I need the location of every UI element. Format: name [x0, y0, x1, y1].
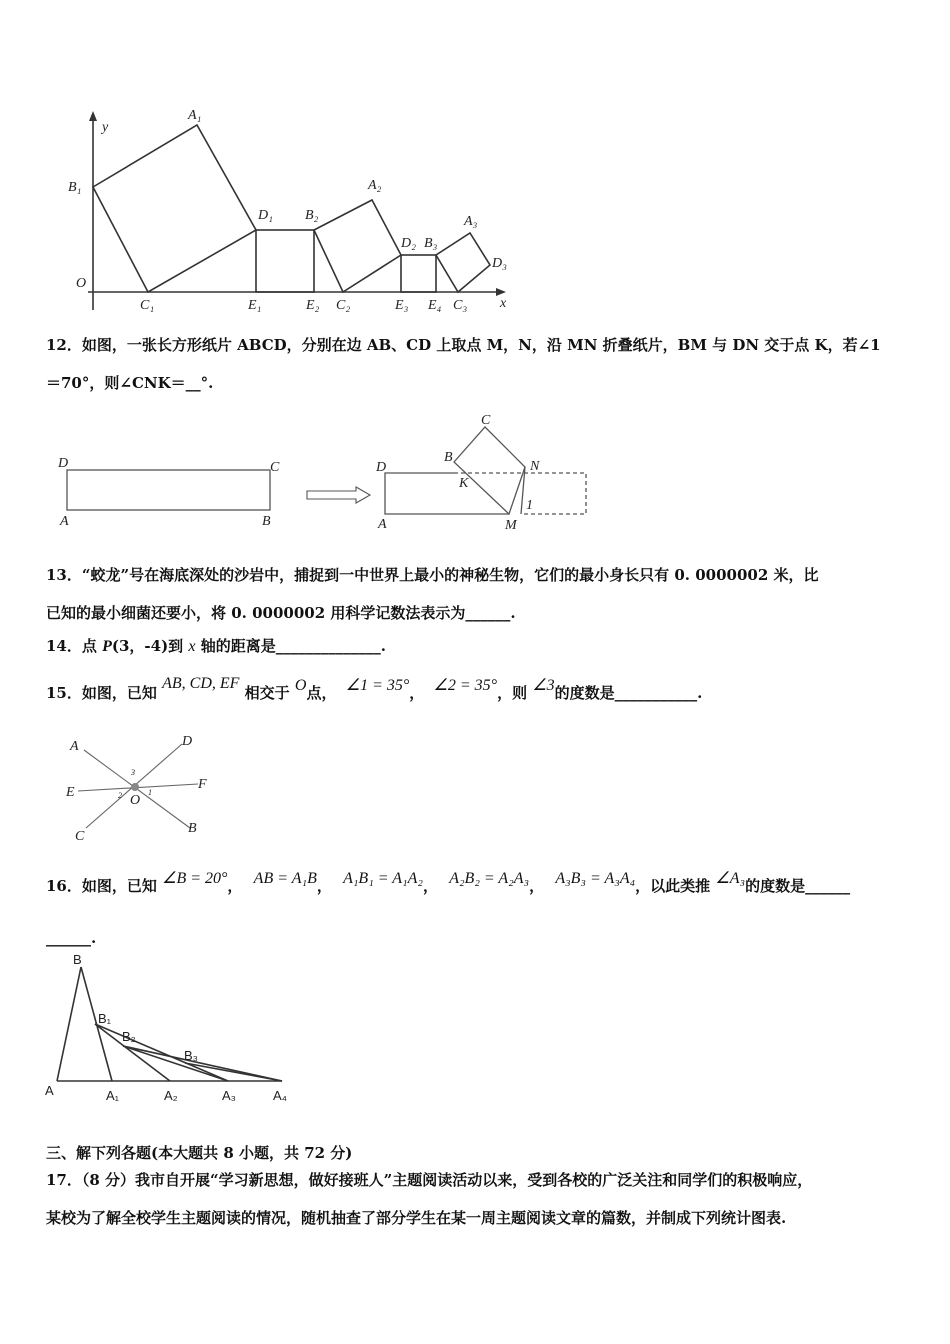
q15-angle3: ∠3 — [532, 677, 555, 694]
q15-point: O — [294, 677, 307, 694]
fig12-left-d: D — [58, 456, 69, 471]
fig12-right-folded — [372, 410, 597, 535]
q15-mid: 相交于 — [244, 684, 290, 702]
label-d1: D₁ — [258, 208, 273, 223]
fig12-right-c: C — [481, 413, 491, 428]
question-12-line-2: ＝70°，则∠CNK＝__°. — [46, 374, 214, 392]
label-c3: C₃ — [453, 298, 468, 313]
q16-eq2: A₁B₁ = A₁A₂ — [343, 870, 423, 887]
origin-label: O — [76, 276, 87, 291]
question-17-line-1: 17．（8 分）我市自开展“学习新思想，做好接班人”主题阅读活动以来，受到各校的广泛关注和同学们的积极响应， — [46, 1171, 813, 1189]
label-d3: D₃ — [492, 256, 507, 271]
rect-d1e1 — [256, 230, 314, 292]
fig12-right-one: 1 — [526, 498, 533, 513]
fig16-b3: B₃ — [184, 1048, 198, 1063]
question-13-line-1: 13．“蛟龙”号在海底深处的沙岩中，捕捉到一中世界上最小的神秘生物，它们的最小身长只有 0. 0000002 米，比 — [46, 566, 819, 584]
q16-angle-b: ∠B = 20° — [162, 870, 228, 887]
fig16-triangles — [42, 950, 302, 1110]
question-16-line-1 — [46, 870, 906, 897]
label-b1: B₁ — [68, 180, 82, 195]
fig16-b: B — [73, 952, 82, 967]
fig12-right-d: D — [376, 460, 387, 475]
q15-prefix: 15．如图，已知 — [46, 684, 157, 702]
question-13-line-2: 已知的最小细菌还要小，将 0. 0000002 用科学记数法表示为______. — [46, 604, 516, 622]
label-e3: E₃ — [395, 298, 409, 313]
fig16-a3: A₃ — [222, 1088, 236, 1103]
fig16-a2: A₂ — [164, 1088, 178, 1103]
q14-suffix: 轴的距离是______________. — [195, 637, 386, 655]
q15-suffix: 的度数是___________. — [554, 684, 703, 702]
label-b3: B₃ — [424, 236, 438, 251]
label-a2: A₂ — [368, 178, 382, 193]
fig12-left-c: C — [270, 460, 280, 475]
q15-angle2: ∠2 = 35° — [433, 677, 498, 694]
q15-angle1: ∠1 = 35° — [345, 677, 410, 694]
square-2 — [314, 200, 401, 292]
fig16-b2: B₂ — [122, 1029, 136, 1044]
fig15-e: E — [66, 785, 75, 800]
label-a1: A₁ — [188, 108, 202, 123]
fig15-n2: 2 — [118, 791, 122, 800]
fig15-n1: 1 — [148, 788, 152, 797]
question-16-line-2: ______. — [46, 929, 97, 947]
x-arrow-icon — [496, 288, 506, 296]
label-e2: E₂ — [306, 298, 320, 313]
fig12-right-m: M — [505, 518, 517, 533]
q16-sep-c: ， — [422, 877, 438, 895]
q15-lines: AB, CD, EF — [162, 675, 240, 692]
fig15-d: D — [182, 734, 193, 749]
fig15-b: B — [188, 821, 197, 836]
fig15-c: C — [75, 829, 85, 844]
q15-sep2: ，则 — [497, 684, 528, 702]
q16-suffix: 的度数是______ — [745, 877, 851, 895]
q16-eq4: A₃B₃ = A₃A₄ — [555, 870, 636, 887]
fig15-f: F — [198, 777, 207, 792]
q14-prefix: 14．点 — [46, 637, 103, 655]
fig15-o: O — [130, 793, 141, 808]
label-c1: C₁ — [140, 298, 155, 313]
fig15-n3: 3 — [131, 768, 135, 777]
q16-sep-b: ， — [316, 877, 332, 895]
q15-pt: 点， — [306, 684, 337, 702]
label-e1: E₁ — [248, 298, 262, 313]
q14-point: P — [102, 638, 112, 655]
fig12-left-b: B — [262, 514, 271, 529]
label-a3: A₃ — [464, 214, 478, 229]
fig11-diagram — [60, 105, 540, 320]
q16-prefix: 16．如图，已知 — [46, 877, 157, 895]
label-b2: B₂ — [305, 208, 319, 223]
label-d2: D₂ — [401, 236, 416, 251]
section-3-title: 三、解下列各题(本大题共 8 小题，共 72 分) — [46, 1144, 353, 1162]
q16-sep-d: ， — [529, 877, 545, 895]
fig16-b1: B₁ — [98, 1011, 112, 1026]
label-c2: C₂ — [336, 298, 351, 313]
y-arrow-icon — [89, 111, 97, 121]
q16-eq1: AB = A₁B — [253, 870, 317, 887]
fig12-right-b: B — [444, 450, 453, 465]
arrow-right-icon — [306, 486, 372, 504]
fig12-right-k: K — [459, 476, 469, 491]
fig12-right-a: A — [378, 517, 387, 532]
q14-coords: (3，-4)到 — [111, 637, 189, 655]
fig16-a1: A₁ — [106, 1088, 120, 1103]
axis-x-label: x — [500, 296, 507, 311]
question-14 — [46, 636, 906, 657]
question-17-line-2: 某校为了解全校学生主题阅读的情况，随机抽查了部分学生在某一周主题阅读文章的篇数，并制成下列统计图表. — [46, 1209, 787, 1227]
fig12-right-n: N — [530, 459, 540, 474]
fig15-intersecting-lines — [62, 730, 222, 845]
q14-axis: x — [188, 638, 196, 655]
fig12-left-a: A — [60, 514, 69, 529]
fig16-a4: A₄ — [273, 1088, 287, 1103]
fig15-a: A — [70, 739, 79, 754]
q16-mid: ，以此类推 — [635, 877, 711, 895]
label-e4: E₄ — [428, 298, 442, 313]
fig16-a: A — [45, 1083, 54, 1098]
question-12-line-1: 12．如图，一张长方形纸片 ABCD，分别在边 AB、CD 上取点 M，N，沿 MN 折叠纸片，BM 与 DN 交于点 K，若∠1 — [46, 336, 881, 354]
question-15 — [46, 675, 906, 704]
q16-eq3: A₂B₂ = A₂A₃ — [449, 870, 530, 887]
axis-y-label: y — [102, 120, 109, 135]
q15-sep1: ， — [409, 684, 425, 702]
q16-angle-a3: ∠A₃ — [715, 870, 746, 887]
square-3 — [436, 233, 490, 292]
square-1 — [93, 125, 256, 292]
fig12-left-rectangle — [58, 455, 288, 527]
rect-d2e3 — [401, 255, 436, 292]
q16-sep-a: ， — [227, 877, 243, 895]
